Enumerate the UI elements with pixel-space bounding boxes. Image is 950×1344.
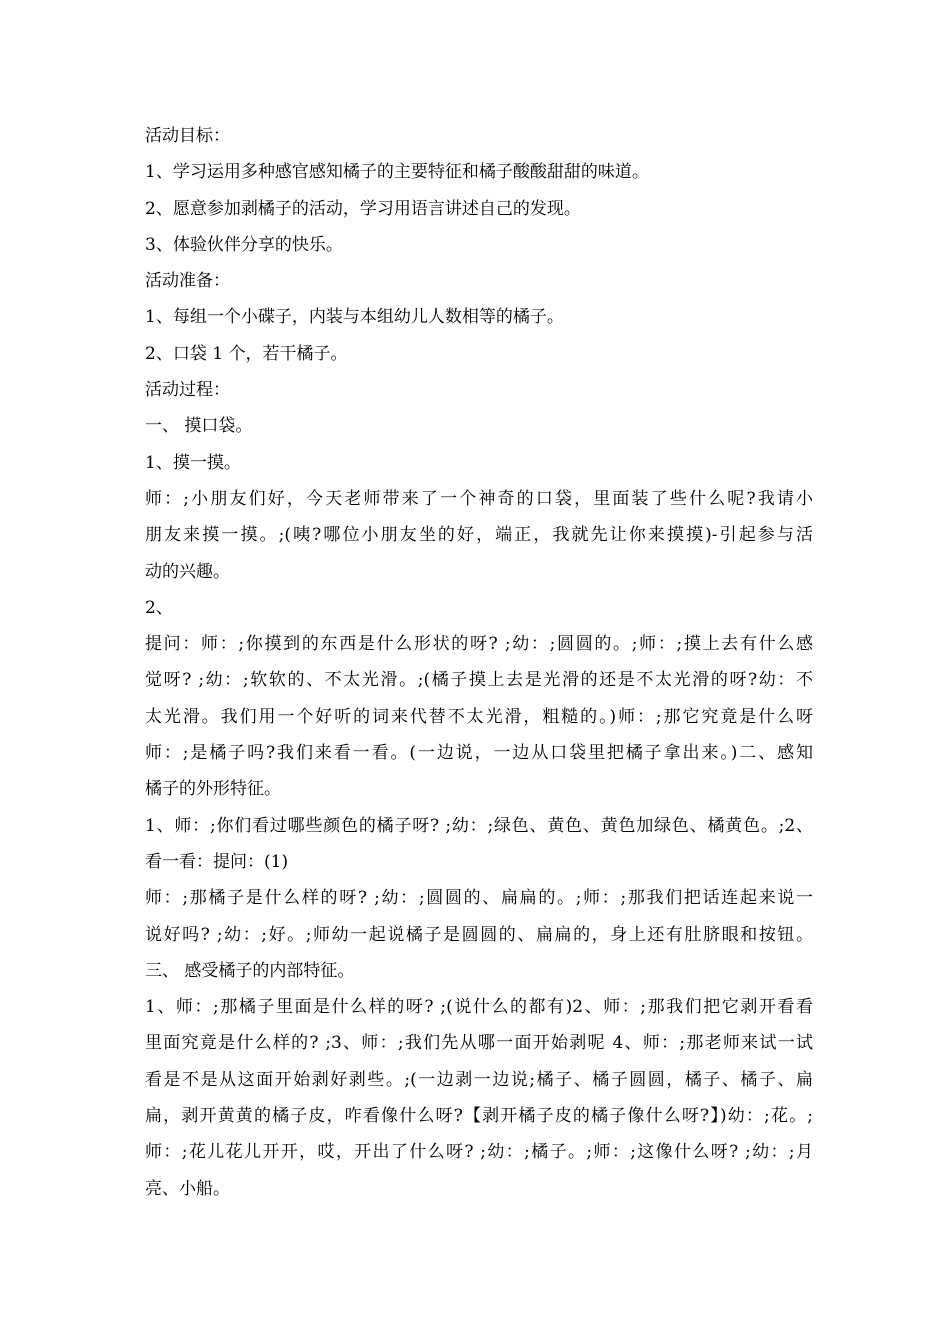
paragraph-line: 太光滑。我们用一个好听的词来代替不太光滑，粗糙的。)师：;那它究竟是什么呀: [145, 706, 813, 727]
paragraph-line: 师：;小朋友们好，今天老师带来了一个神奇的口袋，里面装了些什么呢?我请小: [145, 488, 813, 509]
step-1-heading: 1、摸一摸。: [145, 452, 241, 473]
heading-activity-goals: 活动目标：: [145, 126, 230, 146]
paragraph-line: 1、师：;你们看过哪些颜色的橘子呀? ;幼：;绿色、黄色、黄色加绿色、橘黄色。;2、: [145, 815, 813, 836]
paragraph-line: 里面究竟是什么样的? ;3、师：;我们先从哪一面开始剥呢 4、师：;那老师来试一试: [145, 1033, 813, 1054]
heading-activity-process: 活动过程：: [145, 380, 230, 401]
heading-activity-preparation: 活动准备：: [145, 271, 230, 292]
paragraph-line: 觉呀? ;幼：;软软的、不太光滑。;(橘子摸上去是光滑的还是不太光滑的呀?幼：不: [145, 670, 813, 691]
section-1-heading: 一、 摸口袋。: [145, 416, 253, 437]
paragraph-line: 说好吗? ;幼：;好。;师幼一起说橘子是圆圆的、扁扁的，身上还有肚脐眼和按钮。: [145, 924, 813, 945]
goal-item-2: 2、愿意参加剥橘子的活动，学习用语言讲述自己的发现。: [145, 198, 581, 219]
step-2-heading: 2、: [145, 597, 173, 618]
goal-item-3: 3、体验伙伴分享的快乐。: [145, 234, 343, 255]
paragraph-line: 动的兴趣。: [145, 561, 230, 582]
paragraph-line: 看一看：提问：(1): [145, 851, 289, 872]
paragraph-line: 看是不是从这面开始剥好剥些。;(一边剥一边说;橘子、橘子圆圆，橘子、橘子、扁: [145, 1069, 813, 1090]
paragraph-line: 师：;那橘子是什么样的呀? ;幼：;圆圆的、扁扁的。;师：;那我们把话连起来说一: [145, 888, 813, 909]
paragraph-line: 朋友来摸一摸。;(咦?哪位小朋友坐的好，端正，我就先让你来摸摸)-引起参与活: [145, 525, 813, 546]
document-body: [145, 118, 813, 1207]
paragraph-line: 师：;花儿花儿开开，哎，开出了什么呀? ;幼：;橘子。;师：;这像什么呀? ;幼：;月: [145, 1142, 813, 1163]
paragraph-line: 亮、小船。: [145, 1178, 230, 1199]
goal-item-1: 1、学习运用多种感官感知橘子的主要特征和橘子酸酸甜甜的味道。: [145, 162, 649, 183]
preparation-item-1: 1、每组一个小碟子，内装与本组幼儿人数相等的橘子。: [145, 307, 564, 328]
paragraph-line: 1、师：;那橘子里面是什么样的呀? ;(说什么的都有)2、师：;那我们把它剥开看看: [145, 997, 813, 1018]
paragraph-line: 扁，剥开黄黄的橘子皮，咋看像什么呀?【剥开橘子皮的橘子像什么呀?】)幼：;花。;: [145, 1106, 813, 1127]
preparation-item-2: 2、口袋 1 个，若干橘子。: [145, 343, 348, 364]
paragraph-line: 橘子的外形特征。: [145, 779, 281, 800]
section-3-heading: 三、 感受橘子的内部特征。: [145, 960, 355, 981]
paragraph-line: 师：;是橘子吗?我们来看一看。(一边说，一边从口袋里把橘子拿出来。)二、感知: [145, 743, 813, 764]
paragraph-line: 提问：师：;你摸到的东西是什么形状的呀? ;幼：;圆圆的。;师：;摸上去有什么感: [145, 634, 813, 655]
